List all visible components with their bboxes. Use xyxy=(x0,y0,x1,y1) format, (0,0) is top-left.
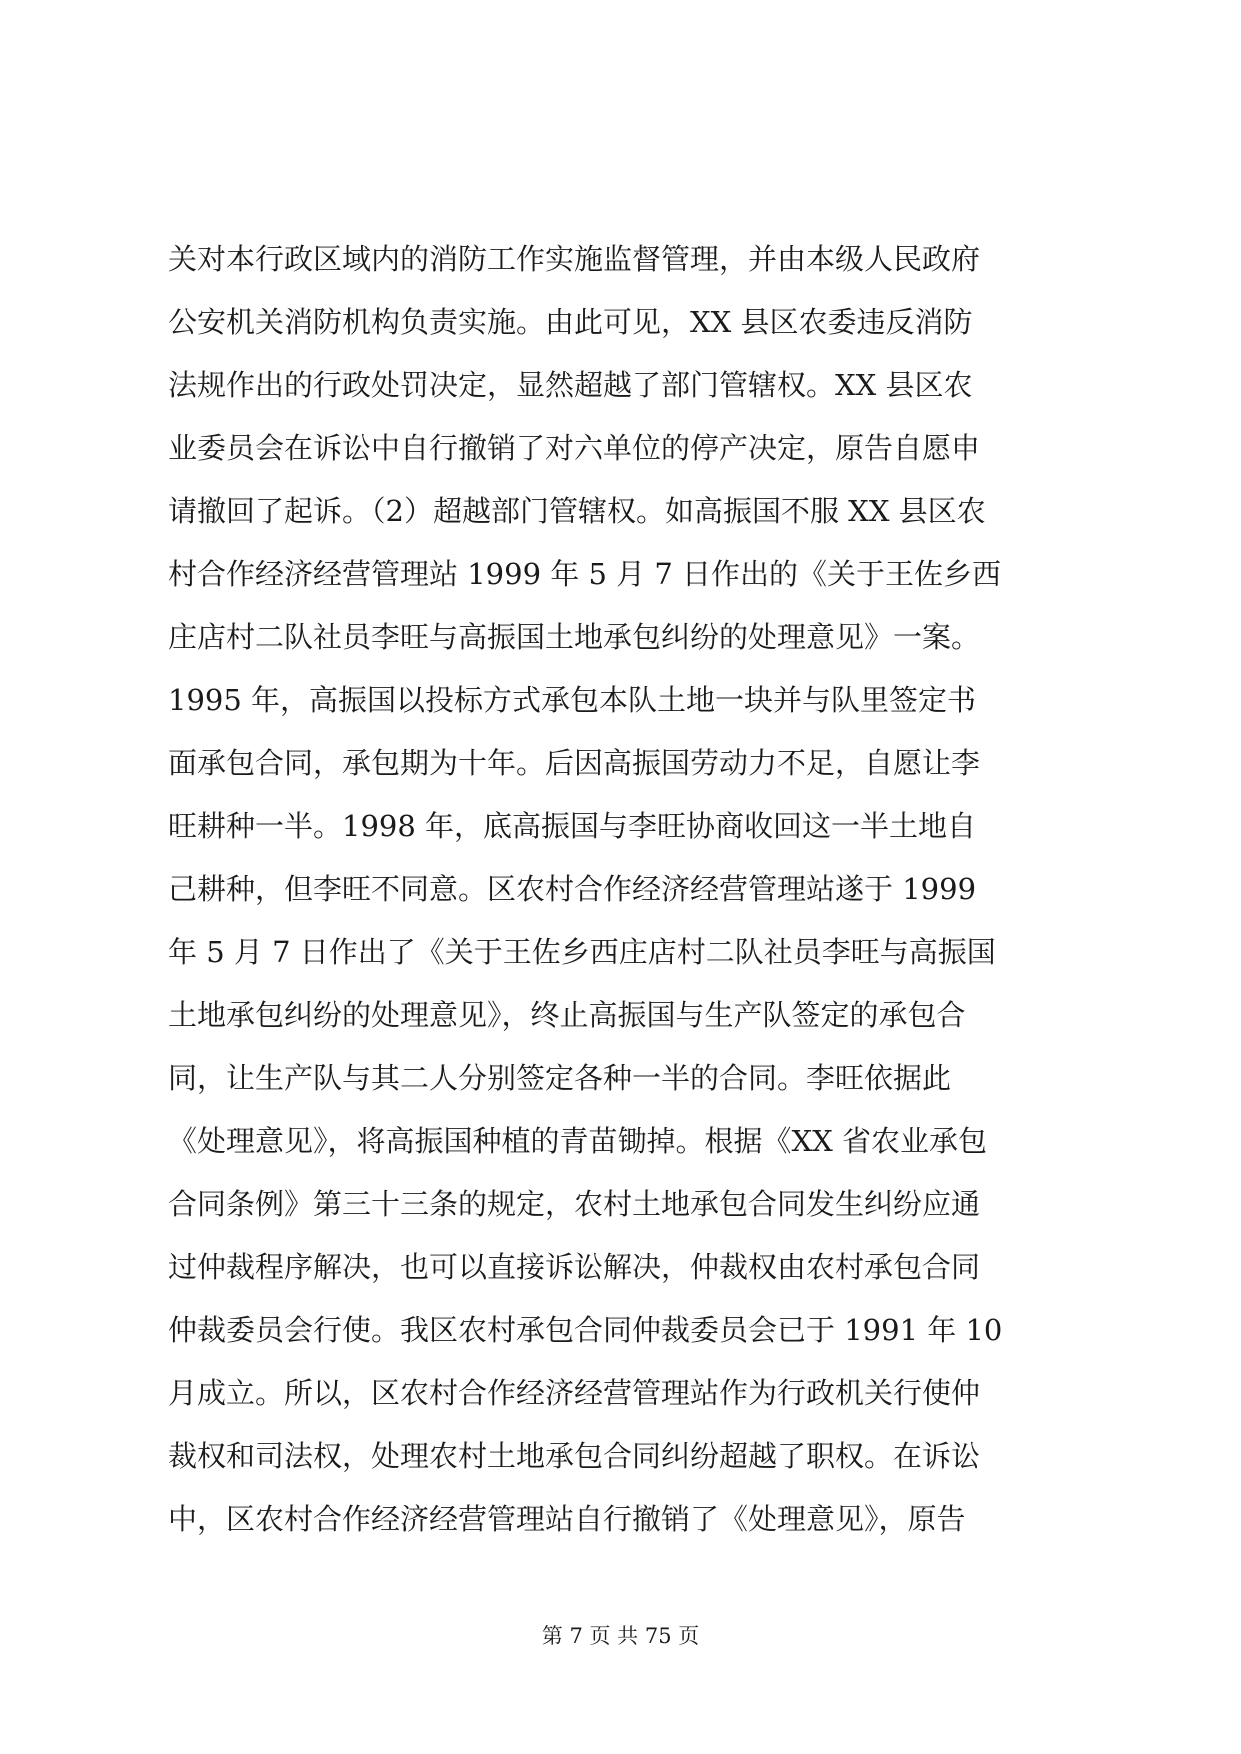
body-text xyxy=(168,228,1080,1551)
text-line: 同，让生产队与其二人分别签定各种一半的合同。李旺依据此 xyxy=(168,1061,952,1095)
text-line: 合同条例》第三十三条的规定，农村土地承包合同发生纠纷应通 xyxy=(168,1187,981,1221)
text-line: 年 5 月 7 日作出了《关于王佐乡西庄店村二队社员李旺与高振国 xyxy=(168,935,996,969)
text-line: 《处理意见》，将高振国种植的青苗锄掉。根据《XX 省农业承包 xyxy=(168,1124,988,1158)
text-line: 面承包合同，承包期为十年。后因高振国劳动力不足，自愿让李 xyxy=(168,746,981,780)
text-line: 庄店村二队社员李旺与高振国土地承包纠纷的处理意见》一案。 xyxy=(168,620,981,654)
text-line: 土地承包纠纷的处理意见》，终止高振国与生产队签定的承包合 xyxy=(168,998,966,1032)
text-line: 村合作经济经营管理站 1999 年 5 月 7 日作出的《关于王佐乡西 xyxy=(168,557,1002,591)
text-line: 月成立。所以，区农村合作经济经营管理站作为行政机关行使仲 xyxy=(168,1376,981,1410)
text-line: 1995 年，高振国以投标方式承包本队土地一块并与队里签定书 xyxy=(168,683,977,717)
text-line: 仲裁委员会行使。我区农村承包合同仲裁委员会已于 1991 年 10 xyxy=(168,1313,1003,1347)
text-line: 己耕种，但李旺不同意。区农村合作经济经营管理站遂于 1999 xyxy=(168,872,977,906)
text-line: 中，区农村合作经济经营管理站自行撤销了《处理意见》，原告 xyxy=(168,1502,966,1536)
text-line: 业委员会在诉讼中自行撤销了对六单位的停产决定，原告自愿申 xyxy=(168,431,981,465)
text-line: 过仲裁程序解决，也可以直接诉讼解决，仲裁权由农村承包合同 xyxy=(168,1250,981,1284)
text-line: 裁权和司法权，处理农村土地承包合同纠纷超越了职权。在诉讼 xyxy=(168,1439,981,1473)
text-line: 公安机关消防机构负责实施。由此可见，XX 县区农委违反消防 xyxy=(168,305,973,339)
text-line: 关对本行政区域内的消防工作实施监督管理，并由本级人民政府 xyxy=(168,242,981,276)
page-number-footer: 第 7 页 共 75 页 xyxy=(541,1624,700,1648)
text-line: 请撤回了起诉。（2）超越部门管辖权。如高振国不服 XX 县区农 xyxy=(168,494,986,528)
text-line: 旺耕种一半。1998 年，底高振国与李旺协商收回这一半土地自 xyxy=(168,809,977,843)
text-line: 法规作出的行政处罚决定，显然超越了部门管辖权。XX 县区农 xyxy=(168,368,973,402)
